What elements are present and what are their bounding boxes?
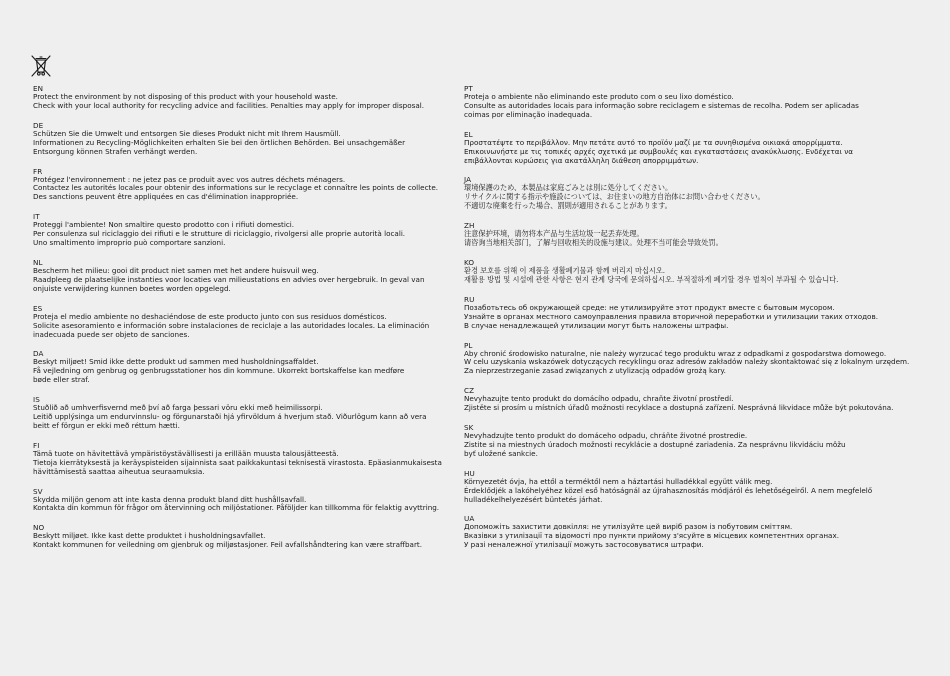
language-section-el: [464, 130, 904, 166]
disposal-text-line: coimas por eliminação inadequada.: [464, 109, 593, 119]
disposal-text-line: 환경 보호를 위해 이 제품을 생활폐기물과 함께 버리지 마십시오.: [464, 265, 666, 275]
language-code: FR: [33, 166, 43, 176]
disposal-text-line: 请咨询当地相关部门，了解与回收相关的设施与建议。处理不当可能会导致处罚。: [464, 238, 723, 248]
crossed-out-wheelie-bin-icon: [30, 53, 52, 79]
disposal-text-line: inadecuada puede ser objeto de sanciones.: [33, 329, 190, 339]
disposal-text-line: Zistite si na miestnych úradoch možnosti recyklácie a dostupné zariadenia. Za nesprávnu likvidáciu môžu: [464, 439, 846, 449]
language-section-pt: [464, 84, 904, 120]
disposal-text-line: 環境保護のため、本製品は家庭ごみとは別に処分してください。: [464, 183, 673, 193]
disposal-text-line: Stuðlið að umhverfisvernd með því að farga þessari vöru ekki með heimilissorpi.: [33, 403, 323, 413]
language-section-no: [33, 523, 453, 550]
disposal-text-line: Check with your local authority for recycling advice and facilities. Penalties may apply for improper disposal.: [33, 100, 425, 110]
right-language-column: [464, 84, 910, 560]
disposal-text-line: 不適切な廃棄を行った場合、罰則が適用されることがあります。: [464, 201, 672, 211]
language-section-it: [33, 212, 453, 248]
disposal-text-line: Contactez les autorités locales pour obtenir des informations sur le recyclage et connaître les points de collecte.: [33, 183, 439, 193]
disposal-text-line: onjuiste verwijdering kunnen boetes worden opgelegd.: [33, 283, 231, 293]
language-section-fi: [33, 441, 453, 477]
disposal-text-line: Aby chronić środowisko naturalne, nie należy wyrzucać tego produktu wraz z odpadkami z gospodarstwa domowego.: [464, 348, 887, 358]
disposal-text-line: Вказівки з утилізації та відомості про пункти прийому з'ясуйте в місцевих компетентних органах.: [464, 531, 840, 541]
language-code: NO: [33, 523, 45, 533]
disposal-text-line: bøde eller straf.: [33, 375, 90, 385]
disposal-text-line: Uno smaltimento improprio può comportare sanzioni.: [33, 238, 226, 248]
disposal-text-line: 注意保护环境，请勿将本产品与生活垃圾一起丢弃处理。: [464, 229, 644, 239]
language-section-ua: [464, 514, 904, 550]
language-section-is: [33, 395, 453, 431]
language-section-en: [33, 84, 453, 111]
disposal-text-line: Solicite asesoramiento e información sobre instalaciones de reciclaje a las autoridades locales. La eliminación: [33, 320, 430, 330]
disposal-text-line: У разі неналежної утилізації можуть застосовуватися штрафи.: [464, 540, 704, 550]
disposal-text-line: Tietoja kierrätyksestä ja keräyspisteiden sijainnista saat paikkakuntasi teknisestä virastosta. Epäasianmukaisesta: [33, 457, 442, 467]
language-code: DA: [33, 349, 44, 359]
disposal-text-line: Допоможіть захистити довкілля: не утилізуйте цей виріб разом із побутовим сміттям.: [464, 522, 793, 532]
language-code: JA: [464, 175, 472, 185]
language-section-zh: [464, 221, 904, 248]
disposal-text-line: Bescherm het milieu: gooi dit product niet samen met het andere huisvuil weg.: [33, 265, 319, 275]
disposal-text-line: Позаботьтесь об окружающей среде: не утилизируйте этот продукт вместе с бытовым мусором.: [464, 302, 835, 312]
language-section-da: [33, 349, 453, 385]
language-section-nl: [33, 258, 453, 294]
language-code: KO: [464, 257, 475, 267]
language-section-pl: [464, 340, 910, 377]
language-code: HU: [464, 468, 475, 478]
disposal-text-line: Beskytt miljøet. Ikke kast dette produktet i husholdningsavfallet.: [33, 531, 266, 541]
disposal-text-line: Proteja el medio ambiente no deshaciéndose de este producto junto con sus residuos domésticos.: [33, 311, 387, 321]
disposal-text-line: Protégez l'environnement : ne jetez pas ce produit avec vos autres déchets ménagers.: [33, 174, 346, 184]
disposal-text-line: Entsorgung können Strafen verhängt werden.: [33, 146, 198, 156]
disposal-text-line: byť uložené sankcie.: [464, 448, 538, 458]
language-code: EL: [464, 129, 473, 139]
disposal-text-line: Schützen Sie die Umwelt und entsorgen Sie dieses Produkt nicht mit Ihrem Hausmüll.: [33, 128, 341, 138]
language-code: DE: [33, 120, 44, 130]
disposal-text-line: リサイクルに関する指示や施設については、お住まいの地方自治体にお問い合わせください。: [464, 192, 765, 202]
disposal-text-line: Leitið upplýsinga um endurvinnslu- og förgunarstaði hjá yfirvöldum á hverjum stað. Viðurlögum kann að vera: [33, 412, 427, 422]
language-section-ko: [464, 258, 904, 285]
disposal-text-line: hävittämisestä saattaa aiheutua seuraamuksia.: [33, 466, 205, 476]
language-section-es: [33, 304, 453, 340]
disposal-text-line: Skydda miljön genom att inte kasta denna produkt bland ditt hushållsavfall.: [33, 494, 307, 504]
language-code: EN: [33, 84, 44, 93]
language-section-ja: [464, 175, 904, 211]
disposal-text-line: Za nieprzestrzeganie zasad związanych z utylizacją odpadów grożą kary.: [464, 366, 726, 376]
disposal-text-line: επιβάλλονται κυρώσεις για ακατάλληλη διάθεση απορριμμάτων.: [464, 155, 699, 165]
disposal-text-line: Per consulenza sul riciclaggio dei rifiuti e le strutture di riciclaggio, rivolgersi alle proprie autorità locali.: [33, 229, 406, 239]
disposal-text-line: beitt ef förgun er ekki með réttum hætti.: [33, 420, 180, 430]
language-code: CZ: [464, 386, 475, 396]
disposal-text-line: Érdeklődjék a lakóhelyéhez közel eső hatóságnál az újrahasznosítás módjáról és lehetőségeiről. A nem megfelelő: [464, 485, 873, 495]
language-section-cz: [464, 386, 904, 413]
language-section-sv: [33, 487, 453, 514]
language-code: PL: [464, 340, 473, 350]
disposal-text-line: Proteggi l'ambiente! Non smaltire questo prodotto con i rifiuti domestici.: [33, 220, 295, 230]
disposal-text-line: Nevyhadzujte tento produkt do domáceho odpadu, chráňte životné prostredie.: [464, 431, 748, 441]
language-code: PT: [464, 84, 473, 93]
disposal-text-line: В случае ненадлежащей утилизации могут быть наложены штрафы.: [464, 320, 729, 330]
disposal-text-line: Få vejledning om genbrug og genbrugsstationer hos din kommune. Ukorrekt bortskaffelse kan medføre: [33, 366, 405, 376]
language-code: IS: [33, 395, 40, 405]
language-code: ES: [33, 303, 43, 313]
language-code: SV: [33, 486, 43, 496]
disposal-text-line: Raadpleeg de plaatselijke instanties voor locaties van milieustations en advies over hergebruik. In geval van: [33, 274, 425, 284]
language-code: NL: [33, 257, 43, 267]
disposal-text-line: Des sanctions peuvent être appliquées en cas d'élimination inappropriée.: [33, 192, 299, 202]
crossed-out-wheelie-bin-icon-graphic: [30, 53, 52, 79]
language-code: ZH: [464, 221, 475, 231]
disposal-text-line: Kontakta din kommun för frågor om återvinning och miljöstationer. Påföljder kan tillkomma för felaktig avyttring.: [33, 503, 440, 513]
language-section-fr: [33, 167, 453, 203]
left-language-column: [33, 84, 453, 560]
language-code: UA: [464, 514, 475, 524]
disposal-text-line: Kontakt kommunen for veiledning om gjenbruk og miljøstasjoner. Feil avfallshåndtering kan være straffbart.: [33, 540, 423, 550]
disposal-text-line: Zjistěte si prosím u místních úřadů možnosti recyklace a dostupná zařízení. Nesprávná likvidace může být pokutována.: [464, 403, 894, 413]
language-section-ru: [464, 295, 904, 331]
disposal-text-line: hulladékelhelyezésért büntetés járhat.: [464, 494, 603, 504]
language-code: SK: [464, 423, 474, 433]
disposal-text-line: Узнайте в органах местного самоуправления правила вторичной переработки и утилизации таких отходов.: [464, 311, 878, 321]
disposal-text-line: W celu uzyskania wskazówek dotyczących recyklingu oraz adresów zakładów należy skontaktować się z lokalnym urzędem.: [464, 357, 910, 367]
language-code: FI: [33, 440, 40, 450]
disposal-text-line: Környezetét óvja, ha ettől a terméktől nem a háztartási hulladékkal együtt válik meg.: [464, 476, 773, 486]
language-code: RU: [464, 294, 475, 304]
disposal-text-line: Consulte as autoridades locais para informação sobre reciclagem e sistemas de recolha. Podem ser aplicadas: [464, 100, 859, 110]
language-code: IT: [33, 212, 40, 222]
disposal-text-line: 재활용 방법 및 시설에 관한 사항은 현지 관계 당국에 문의하십시오. 부적절하게 폐기할 경우 벌칙이 부과될 수 있습니다.: [464, 274, 839, 284]
disposal-text-line: Tämä tuote on hävitettävä ympäristöystävällisesti ja erillään muusta talousjätteestä.: [33, 448, 339, 458]
disposal-text-line: Προστατέψτε το περιβάλλον. Μην πετάτε αυτό το προϊόν μαζί με τα συνηθισμένα οικιακά απορρίμματα.: [464, 137, 843, 147]
disposal-text-line: Protect the environment by not disposing of this product with your household waste.: [33, 92, 338, 101]
disposal-text-line: Επικοινωνήστε με τις τοπικές αρχές σχετικά με συμβουλές και εγκαταστάσεις ανακύκλωσης. Ενδέχεται να: [464, 146, 853, 156]
disposal-text-line: Beskyt miljøet! Smid ikke dette produkt ud sammen med husholdningsaffaldet.: [33, 357, 319, 367]
disposal-text-line: Proteja o ambiente não eliminando este produto com o seu lixo doméstico.: [464, 92, 734, 101]
language-section-hu: [464, 469, 904, 505]
language-section-de: [33, 121, 453, 157]
disposal-text-line: Informationen zu Recycling-Möglichkeiten erhalten Sie bei den örtlichen Behörden. Bei unsachgemäßer: [33, 137, 406, 147]
language-section-sk: [464, 423, 904, 459]
disposal-text-line: Nevyhazujte tento produkt do domácího odpadu, chraňte životní prostředí.: [464, 394, 734, 404]
